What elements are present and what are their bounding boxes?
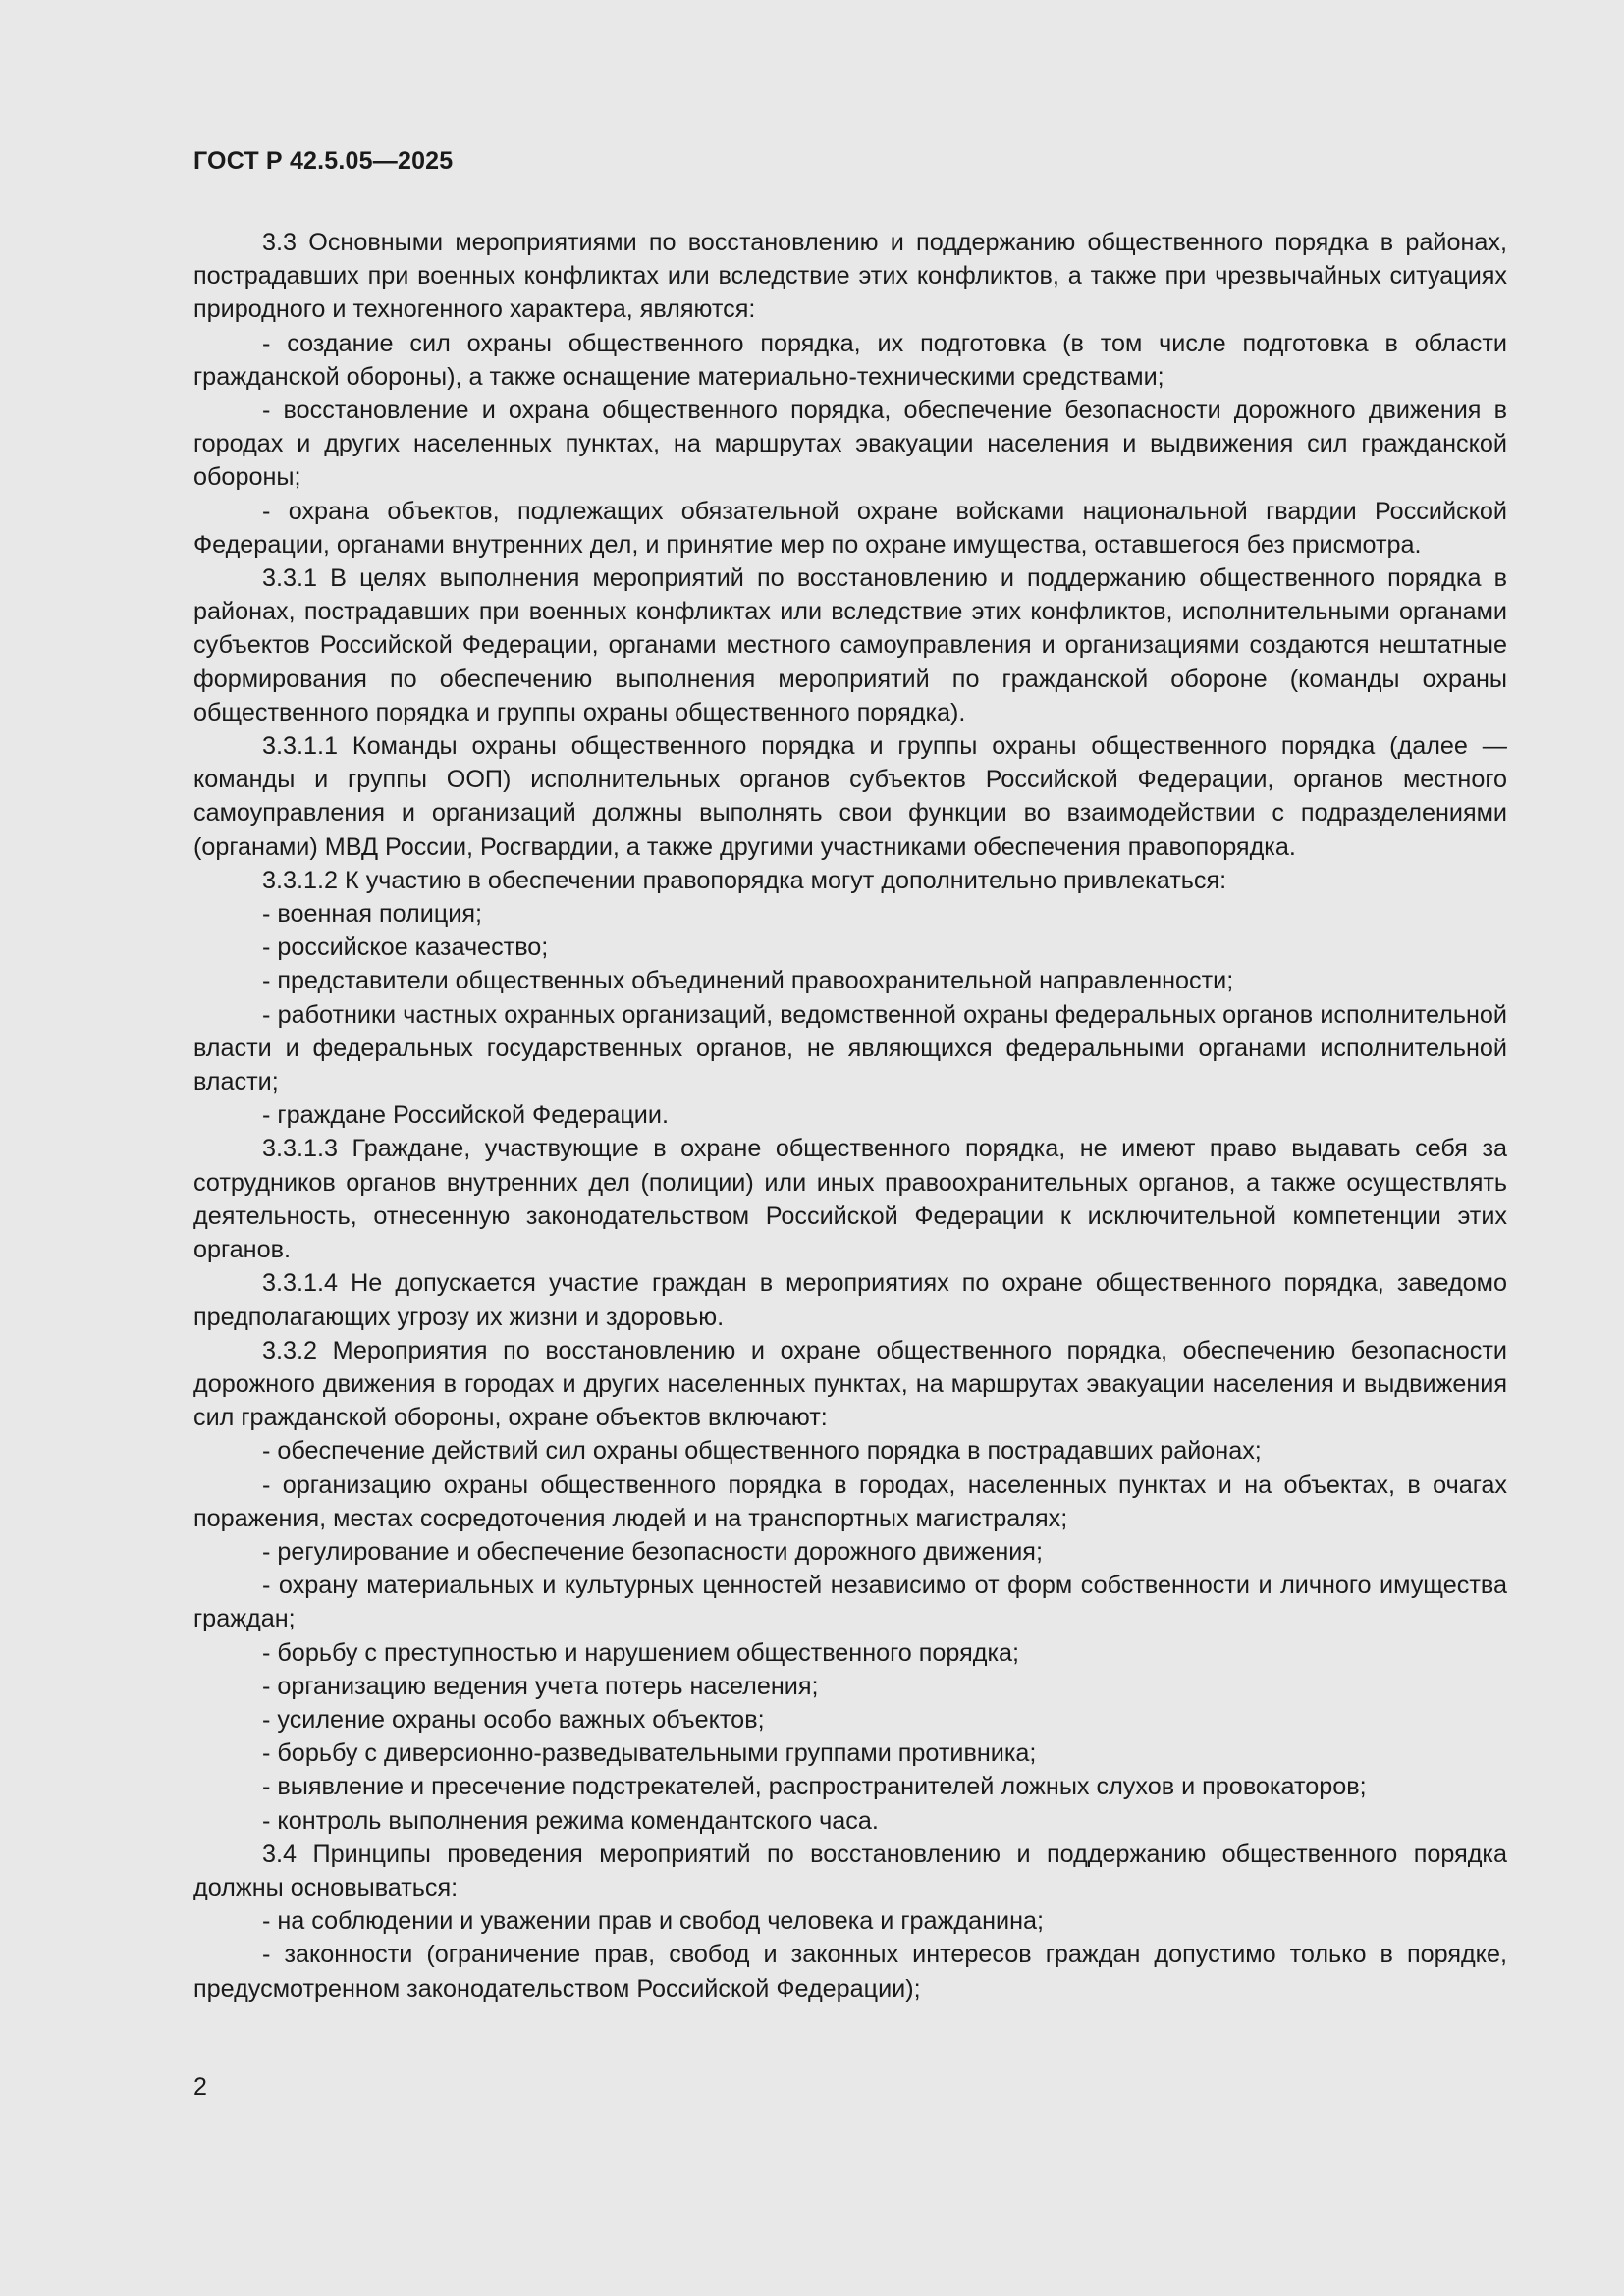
list-item: - выявление и пресечение подстрекателей, распространителей ложных слухов и провокаторов; <box>262 1773 1367 1801</box>
list-item: - обеспечение действий сил охраны общественного порядка в пострадавших районах; <box>262 1437 1262 1466</box>
document-code-header: ГОСТ Р 42.5.05—2025 <box>193 147 454 175</box>
list-item: - организацию охраны общественного порядка в городах, населенных пунктах и на объектах, в очагах поражения, местах сосредоточения людей и на транспортных магистралях; <box>193 1470 1507 1532</box>
list-item: - контроль выполнения режима комендантского часа. <box>262 1806 879 1835</box>
list-item: - на соблюдении и уважении прав и свобод человека и гражданина; <box>262 1907 1044 1936</box>
list-item: - законности (ограничение прав, свобод и законных интересов граждан допустимо только в порядке, предусмотренном законодательством Российской Федерации); <box>193 1941 1507 2002</box>
list-item: - создание сил охраны общественного порядка, их подготовка (в том числе подготовка в области гражданской обороны), а также оснащение материально-техническими средствами; <box>193 329 1507 391</box>
paragraph: 3.3.1.2 К участию в обеспечении правопорядка могут дополнительно привлекаться: <box>262 866 1227 894</box>
paragraph: 3.3.1.4 Не допускается участие граждан в мероприятиях по охране общественного порядка, заведомо предполагающих угрозу их жизни и здоровью. <box>193 1269 1507 1331</box>
list-item: - организацию ведения учета потерь населения; <box>262 1672 819 1700</box>
paragraph: 3.3.1 В целях выполнения мероприятий по восстановлению и поддержанию общественного порядка в районах, пострадавших при военных конфликтах или вследствие этих конфликтов, исполнительными органами субъектов Российской Федерации, органами местного самоуправления и организациями создаются нештатные формирования по обеспечению выполнения мероприятий по гражданской обороне (команды охраны общественного порядка и группы охраны общественного порядка). <box>193 564 1507 726</box>
paragraph: 3.3.2 Мероприятия по восстановлению и охране общественного порядка, обеспечению безопасности дорожного движения в городах и других населенных пунктах, на маршрутах эвакуации населения и выдвижения сил гражданской обороны, охране объектов включают: <box>193 1336 1507 1432</box>
paragraph: 3.3.1.1 Команды охраны общественного порядка и группы охраны общественного порядка (далее — команды и группы ООП) исполнительных органов субъектов Российской Федерации, органов местного самоуправления и организаций должны выполнять свои функции во взаимодействии с подразделениями (органами) МВД России, Росгвардии, а также другими участниками обеспечения правопорядка. <box>193 732 1507 861</box>
list-item: - восстановление и охрана общественного порядка, обеспечение безопасности дорожного движения в городах и других населенных пунктах, на маршрутах эвакуации населения и выдвижения сил гражданской обороны; <box>193 397 1507 492</box>
paragraph: 3.3.1.3 Граждане, участвующие в охране общественного порядка, не имеют право выдавать себя за сотрудников органов внутренних дел (полиции) или иных правоохранительных органов, а также осуществлять деятельность, отнесенную законодательством Российской Федерации к исключительной компетенции этих органов. <box>193 1135 1507 1264</box>
list-item: - военная полиция; <box>262 900 482 929</box>
paragraph: 3.3 Основными мероприятиями по восстановлению и поддержанию общественного порядка в районах, пострадавших при военных конфликтах или вследствие этих конфликтов, а также при чрезвычайных ситуациях природного и техногенного характера, являются: <box>193 229 1507 324</box>
list-item: - борьбу с преступностью и нарушением общественного порядка; <box>262 1638 1020 1667</box>
list-item: - охрану материальных и культурных ценностей независимо от форм собственности и личного имущества граждан; <box>193 1572 1507 1633</box>
list-item: - российское казачество; <box>262 934 549 962</box>
list-item: - охрана объектов, подлежащих обязательной охране войсками национальной гвардии Российской Федерации, органами внутренних дел, и принятие мер по охране имущества, оставшегося без присмотра. <box>193 497 1507 559</box>
paragraph: 3.4 Принципы проведения мероприятий по восстановлению и поддержанию общественного порядка должны основываться: <box>193 1840 1507 1901</box>
list-item: - борьбу с диверсионно-разведывательными группами противника; <box>262 1739 1037 1768</box>
document-body <box>193 226 1507 2005</box>
page-number: 2 <box>193 2073 207 2101</box>
list-item: - граждане Российской Федерации. <box>262 1101 669 1130</box>
list-item: - усиление охраны особо важных объектов; <box>262 1705 765 1734</box>
list-item: - работники частных охранных организаций, ведомственной охраны федеральных органов исполнительной власти и федеральных государственных органов, не являющихся федеральными органами исполнительной власти; <box>193 1000 1507 1096</box>
list-item: - представители общественных объединений правоохранительной направленности; <box>262 967 1234 995</box>
list-item: - регулирование и обеспечение безопасности дорожного движения; <box>262 1537 1043 1566</box>
